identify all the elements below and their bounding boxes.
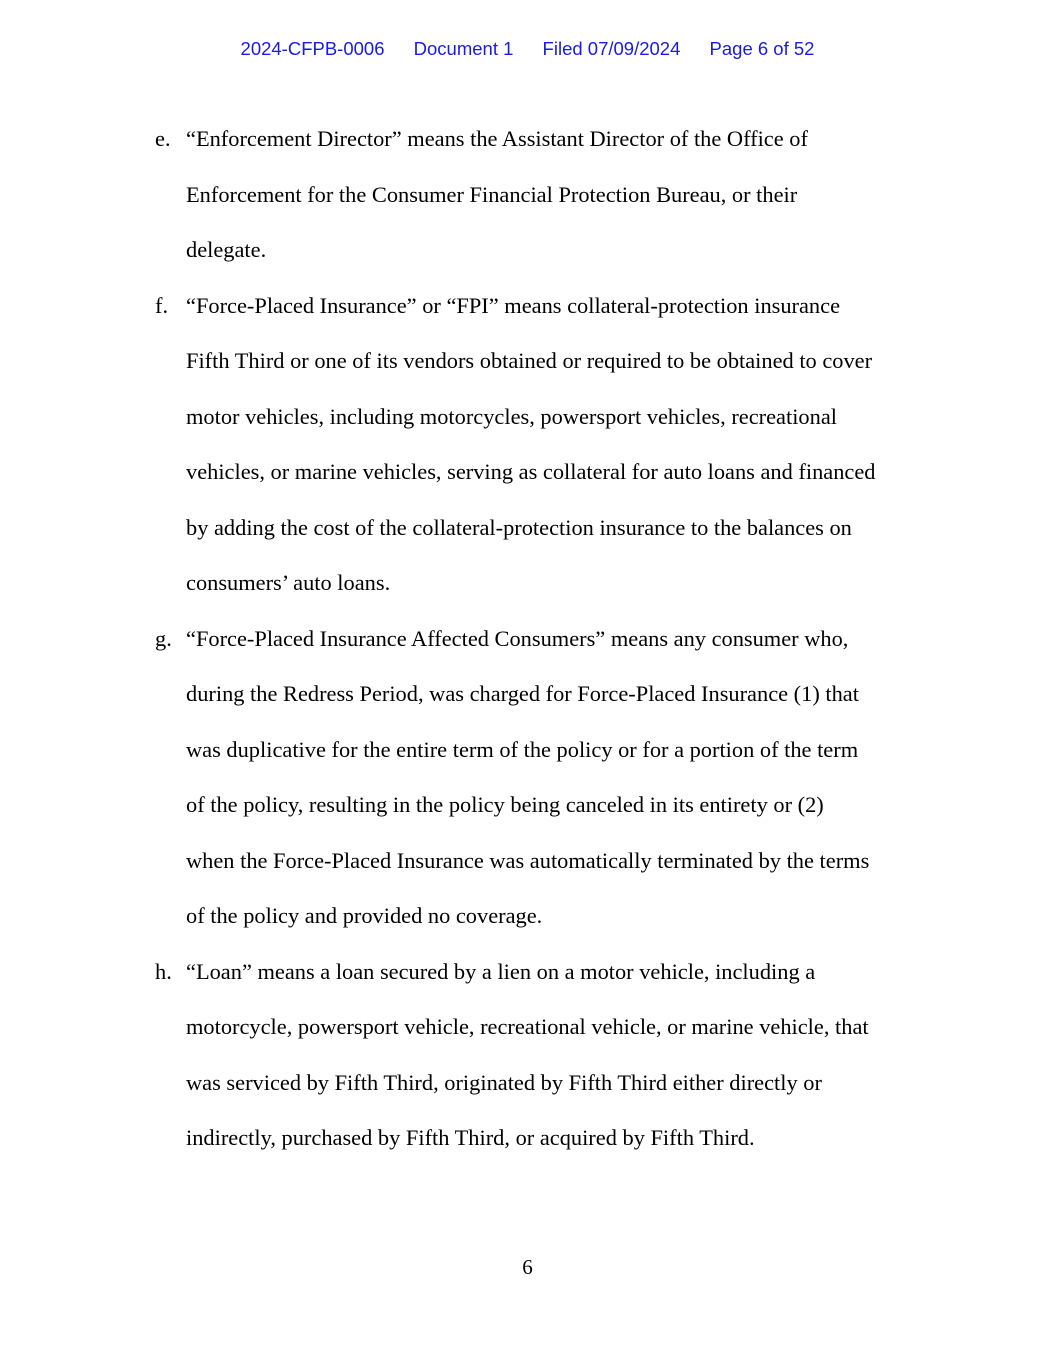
definition-line: of the policy, resulting in the policy being canceled in its entirety or (2) [186,792,824,817]
definitions-list [155,111,945,1166]
definition-line: indirectly, purchased by Fifth Third, or acquired by Fifth Third. [186,1125,755,1150]
definition-line: when the Force-Placed Insurance was automatically terminated by the terms [186,847,870,873]
definition-item-g [155,611,945,944]
definition-line: motor vehicles, including motorcycles, powersport vehicles, recreational [186,403,837,429]
definition-line: delegate. [186,237,267,262]
page-number: 6 [522,1255,533,1279]
document-number: Document 1 [413,38,514,59]
definition-line: motorcycle, powersport vehicle, recreational vehicle, or marine vehicle, that [186,1014,869,1039]
definition-line: “Force-Placed Insurance” or “FPI” means collateral-protection insurance [186,292,841,318]
definition-marker: f. [155,292,169,318]
definition-line: Enforcement for the Consumer Financial Protection Bureau, or their [186,181,798,207]
definition-item-e [155,111,945,278]
definition-marker: h. [155,958,172,984]
definition-marker: g. [155,625,172,651]
definition-line: during the Redress Period, was charged for Force-Placed Insurance (1) that [186,681,859,706]
definition-marker: e. [155,126,171,151]
definition-item-h [155,944,945,1166]
page-indicator: Page 6 of 52 [709,38,815,59]
definition-line: by adding the cost of the collateral-protection insurance to the balances on [186,514,852,540]
docket-number: 2024-CFPB-0006 [240,38,385,59]
definition-line: Fifth Third or one of its vendors obtained or required to be obtained to cover [186,348,873,373]
filed-date: Filed 07/09/2024 [542,38,681,59]
definition-line: vehicles, or marine vehicles, serving as collateral for auto loans and financed [186,459,876,484]
definition-line: was serviced by Fifth Third, originated by Fifth Third either directly or [186,1069,822,1095]
definition-item-f [155,278,945,611]
filing-header [0,38,1055,60]
definition-line: of the policy and provided no coverage. [186,903,543,928]
definition-line: “Loan” means a loan secured by a lien on a motor vehicle, including a [186,958,816,984]
definition-line: “Enforcement Director” means the Assistant Director of the Office of [186,126,808,151]
definition-line: consumers’ auto loans. [186,570,391,595]
definition-line: “Force-Placed Insurance Affected Consumers” means any consumer who, [186,625,849,651]
definition-line: was duplicative for the entire term of the policy or for a portion of the term [186,736,859,762]
